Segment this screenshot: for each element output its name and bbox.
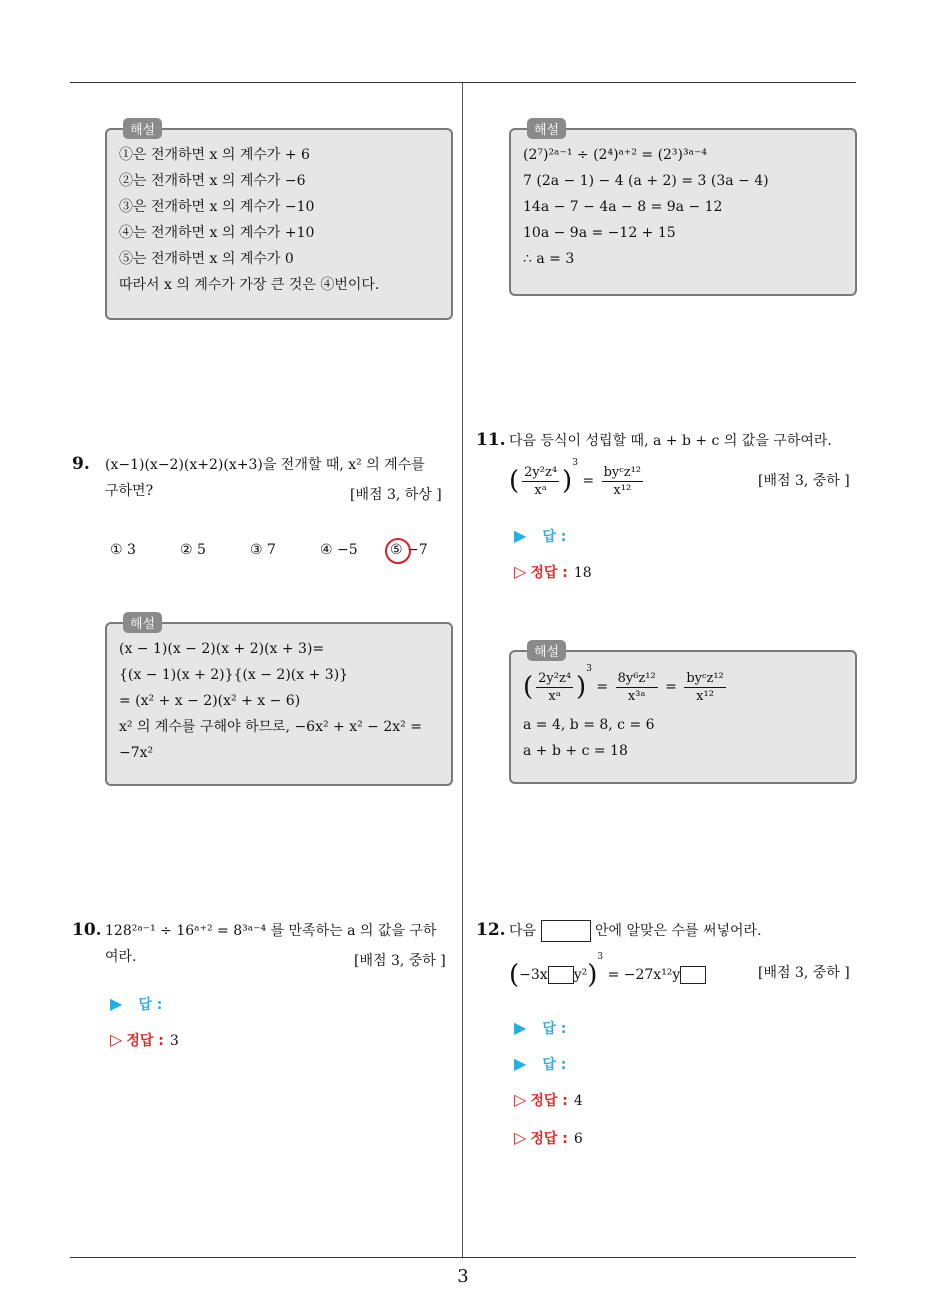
solution-tag: 해설 — [527, 118, 566, 139]
answer-field-q11[interactable] — [514, 526, 566, 546]
exponent: 3 — [586, 664, 592, 674]
play-arrow-icon: ▶ — [514, 526, 527, 545]
solution-line: {(x − 1)(x + 2)}{(x − 2)(x + 3)} — [119, 667, 349, 683]
fraction — [522, 464, 559, 499]
correct-answer-q12-1 — [514, 1090, 583, 1110]
solution-line: 14a − 7 − 4a − 8 = 9a − 12 — [523, 199, 723, 215]
correct-label: 정답 : — [530, 565, 568, 581]
triangle-outline-icon: ▷ — [514, 1128, 527, 1147]
question-10-text-1: 128²ᵃ⁻¹ ÷ 16ᵃ⁺² = 8³ᵃ⁻⁴ 를 만족하는 a 의 값을 구하 — [105, 923, 437, 939]
play-arrow-icon: ▶ — [514, 1018, 527, 1037]
solution-line: ④는 전개하면 x 의 계수가 +10 — [119, 225, 315, 241]
question-11-equation: ( $\frac{\text{2y²z⁴}}{\text{xᵃ}}$ )$^3$ = $\frac{\text{byᶜz¹²}}{\text{x¹²}}$ — [509, 458, 642, 498]
question-10-score: [배점 3, 중하 ] — [354, 953, 446, 969]
solution-line: 따라서 x 의 계수가 가장 큰 것은 ④번이다. — [119, 277, 380, 293]
blank-box-icon — [541, 920, 591, 942]
correct-value: 18 — [573, 565, 592, 581]
question-12-score: [배점 3, 중하 ] — [758, 965, 850, 981]
question-number-10: 10. — [72, 920, 102, 940]
solution-line: ①은 전개하면 x 의 계수가 + 6 — [119, 147, 310, 163]
exponent: 3 — [597, 952, 604, 962]
solution-tag: 해설 — [123, 612, 162, 633]
top-rule — [70, 82, 856, 83]
fraction — [536, 670, 573, 705]
correct-value: 4 — [573, 1093, 583, 1109]
eq-part: = −27x¹²y — [607, 967, 681, 983]
question-9-score: [배점 3, 하상 ] — [350, 487, 442, 503]
numerator: 8y⁶z¹² — [617, 670, 656, 686]
answer-label: 답 : — [138, 997, 163, 1013]
answer-label: 답 : — [542, 529, 567, 545]
correct-answer-q12-2 — [514, 1128, 583, 1148]
fraction — [602, 464, 643, 499]
question-10-text-2: 여라. — [105, 949, 137, 965]
solution-line: ∴ a = 3 — [523, 251, 575, 267]
column-divider — [462, 83, 463, 1258]
fraction — [616, 670, 658, 705]
correct-value: 6 — [573, 1131, 583, 1147]
question-9-text-1: (x−1)(x−2)(x+2)(x+3)을 전개할 때, x² 의 계수를 — [105, 457, 425, 473]
numerator: byᶜz¹² — [603, 464, 642, 480]
question-12-text-1 — [509, 918, 762, 944]
solution-box-q10 — [509, 123, 857, 296]
solution-line: ⑤는 전개하면 x 의 계수가 0 — [119, 251, 294, 267]
question-11-score: [배점 3, 중하 ] — [758, 473, 850, 489]
answer-field-q12-2[interactable] — [514, 1054, 566, 1074]
denominator: x³ᵃ — [627, 688, 646, 704]
correct-label: 정답 : — [126, 1033, 164, 1049]
question-9-text-2: 구하면? — [105, 483, 154, 499]
solution-line: x² 의 계수를 구해야 하므로, −6x² + x² − 2x² = — [119, 719, 422, 735]
triangle-outline-icon: ▷ — [110, 1030, 123, 1049]
correct-answer-q10 — [110, 1030, 179, 1050]
solution-box-q9 — [105, 617, 453, 786]
correct-answer-q11 — [514, 562, 592, 582]
solution-box-q8 — [105, 123, 453, 320]
question-11-text-1: 다음 등식이 성립할 때, a + b + c 의 값을 구하여라. — [509, 433, 832, 449]
page-number: 3 — [457, 1266, 469, 1287]
solution-box-q11 — [509, 645, 857, 784]
choice-2[interactable]: ② 5 — [180, 542, 206, 558]
solution-line: 10a − 9a = −12 + 15 — [523, 225, 676, 241]
solution-tag: 해설 — [527, 640, 566, 661]
numerator: 2y²z⁴ — [524, 464, 558, 480]
solution-line: a + b + c = 18 — [523, 743, 628, 759]
solution-line: (x − 1)(x − 2)(x + 2)(x + 3)= — [119, 641, 325, 657]
solution-line: 7 (2a − 1) − 4 (a + 2) = 3 (3a − 4) — [523, 173, 769, 189]
solution-equation: ( $\frac{\text{2y²z⁴}}{\text{xᵃ}}$ )$^3$ = $\frac{\text{8y⁶z¹²}}{\text{x³ᵃ}}$ = $\frac{\text{byᶜz¹²}}{\text{x¹²}}$ — [523, 664, 724, 704]
fraction — [684, 670, 725, 705]
choice-1[interactable]: ① 3 — [110, 542, 136, 558]
eq-part: y² — [573, 967, 588, 983]
solution-line: −7x² — [119, 745, 154, 761]
solution-line: a = 4, b = 8, c = 6 — [523, 717, 655, 733]
correct-label: 정답 : — [530, 1131, 568, 1147]
question-number-11: 11. — [476, 430, 506, 450]
answer-field-q10[interactable] — [110, 994, 162, 1014]
question-12-equation: (−3x y²)$^3$ = −27x¹²y — [509, 952, 706, 990]
numerator: byᶜz¹² — [686, 670, 724, 686]
eq-part: −3x — [519, 967, 548, 983]
denominator: x¹² — [696, 688, 714, 704]
choice-4[interactable]: ④ −5 — [320, 542, 358, 558]
exponent: 3 — [572, 458, 578, 468]
answer-field-q12-1[interactable] — [514, 1018, 566, 1038]
denominator: x¹² — [613, 482, 632, 498]
bottom-rule — [70, 1257, 856, 1258]
solution-line: ③은 전개하면 x 의 계수가 −10 — [119, 199, 315, 215]
denominator: xᵃ — [534, 482, 547, 498]
choice-3[interactable]: ③ 7 — [250, 542, 276, 558]
play-arrow-icon: ▶ — [110, 994, 123, 1013]
solution-line: = (x² + x − 2)(x² + x − 6) — [119, 693, 301, 709]
choice-5[interactable]: ⑤ −7 — [390, 542, 428, 558]
correct-label: 정답 : — [530, 1093, 568, 1109]
solution-line: (2⁷)²ᵃ⁻¹ ÷ (2⁴)ᵃ⁺² = (2³)³ᵃ⁻⁴ — [523, 147, 708, 163]
solution-line: ②는 전개하면 x 의 계수가 −6 — [119, 173, 306, 189]
denominator: xᵃ — [548, 688, 561, 704]
answer-label: 답 : — [542, 1021, 567, 1037]
answer-label: 답 : — [542, 1057, 567, 1073]
triangle-outline-icon: ▷ — [514, 562, 527, 581]
question-12-prefix: 다음 — [509, 923, 537, 939]
numerator: 2y²z⁴ — [538, 670, 572, 686]
question-number-9: 9. — [72, 454, 90, 474]
triangle-outline-icon: ▷ — [514, 1090, 527, 1109]
solution-tag: 해설 — [123, 118, 162, 139]
blank-input-2[interactable] — [680, 966, 706, 984]
play-arrow-icon: ▶ — [514, 1054, 527, 1073]
blank-input-1[interactable] — [548, 966, 574, 984]
question-number-12: 12. — [476, 920, 506, 940]
correct-value: 3 — [169, 1033, 179, 1049]
selected-answer-circle — [385, 538, 411, 564]
question-12-suffix: 안에 알맞은 수를 써넣어라. — [594, 923, 762, 939]
